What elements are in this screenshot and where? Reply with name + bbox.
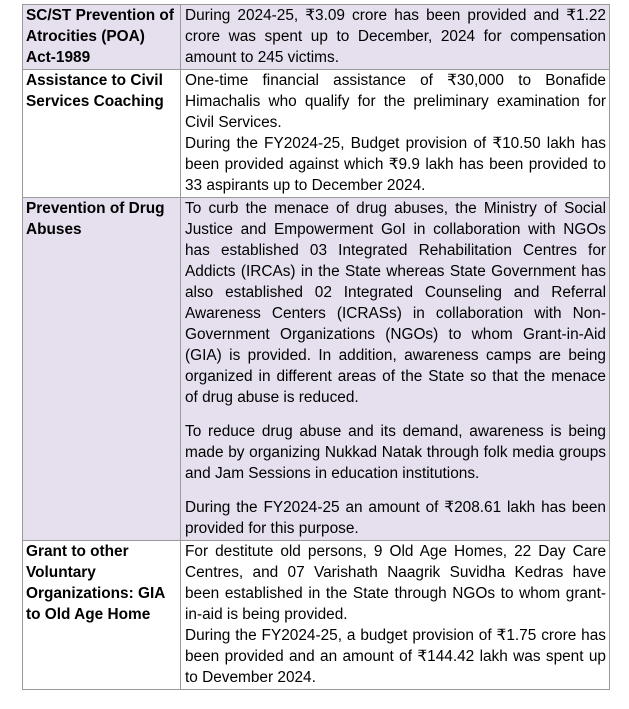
row-heading: Prevention of Drug Abuses [23,198,181,541]
row-heading: SC/ST Prevention of Atrocities (POA) Act-1989 [23,5,181,70]
paragraph: To curb the menace of drug abuses, the Ministry of Social Justice and Empowerment GoI in collaboration with NGOs has established 03 Integrated Rehabilitation Centres for Addicts (IRCAs) in the State whereas State Government has also established 02 Integrated Counseling and Referral Awareness Centers (ICRASs) in collaboration with Non-Government Organizations (NGOs) to whom Grant-in-Aid (GIA) is provided. In addition, awareness camps are being organized in different areas of the State so that the menace of drug abuse is reduced. [185,200,606,406]
row-description [181,70,610,198]
schemes-table [22,4,610,690]
table-row [23,541,610,690]
paragraph: One-time financial assistance of ₹30,000 to Bonafide Himachalis who qualify for the preliminary examination for Civil Services. [185,72,606,131]
row-description [181,541,610,690]
row-heading: Assistance to Civil Services Coaching [23,70,181,198]
paragraph: During the FY2024-25, Budget provision of ₹10.50 lakh has been provided against which ₹9.9 lakh has been provided to 33 aspirants up to December 2024. [185,135,606,194]
paragraph: To reduce drug abuse and its demand, awareness is being made by organizing Nukkad Natak through folk media groups and Jam Sessions in education institutions. [185,423,606,482]
paragraph: For destitute old persons, 9 Old Age Homes, 22 Day Care Centres, and 07 Varishath Naagrik Suvidha Kedras have been established in the State through NGOs to whom grant-in-aid is being provided. [185,543,606,623]
paragraph: During 2024-25, ₹3.09 crore has been provided and ₹1.22 crore was spent up to December, 2024 for compensation amount to 245 victims. [185,7,606,66]
row-description [181,198,610,541]
paragraph: During the FY2024-25, a budget provision of ₹1.75 crore has been provided and an amount of ₹144.42 lakh was spent up to Devember 2024. [185,627,606,686]
row-description [181,5,610,70]
table-row [23,70,610,198]
table-row [23,198,610,541]
paragraph: During the FY2024-25 an amount of ₹208.61 lakh has been provided for this purpose. [185,499,606,537]
table-row [23,5,610,70]
row-heading: Grant to other Voluntary Organizations: GIA to Old Age Home [23,541,181,690]
